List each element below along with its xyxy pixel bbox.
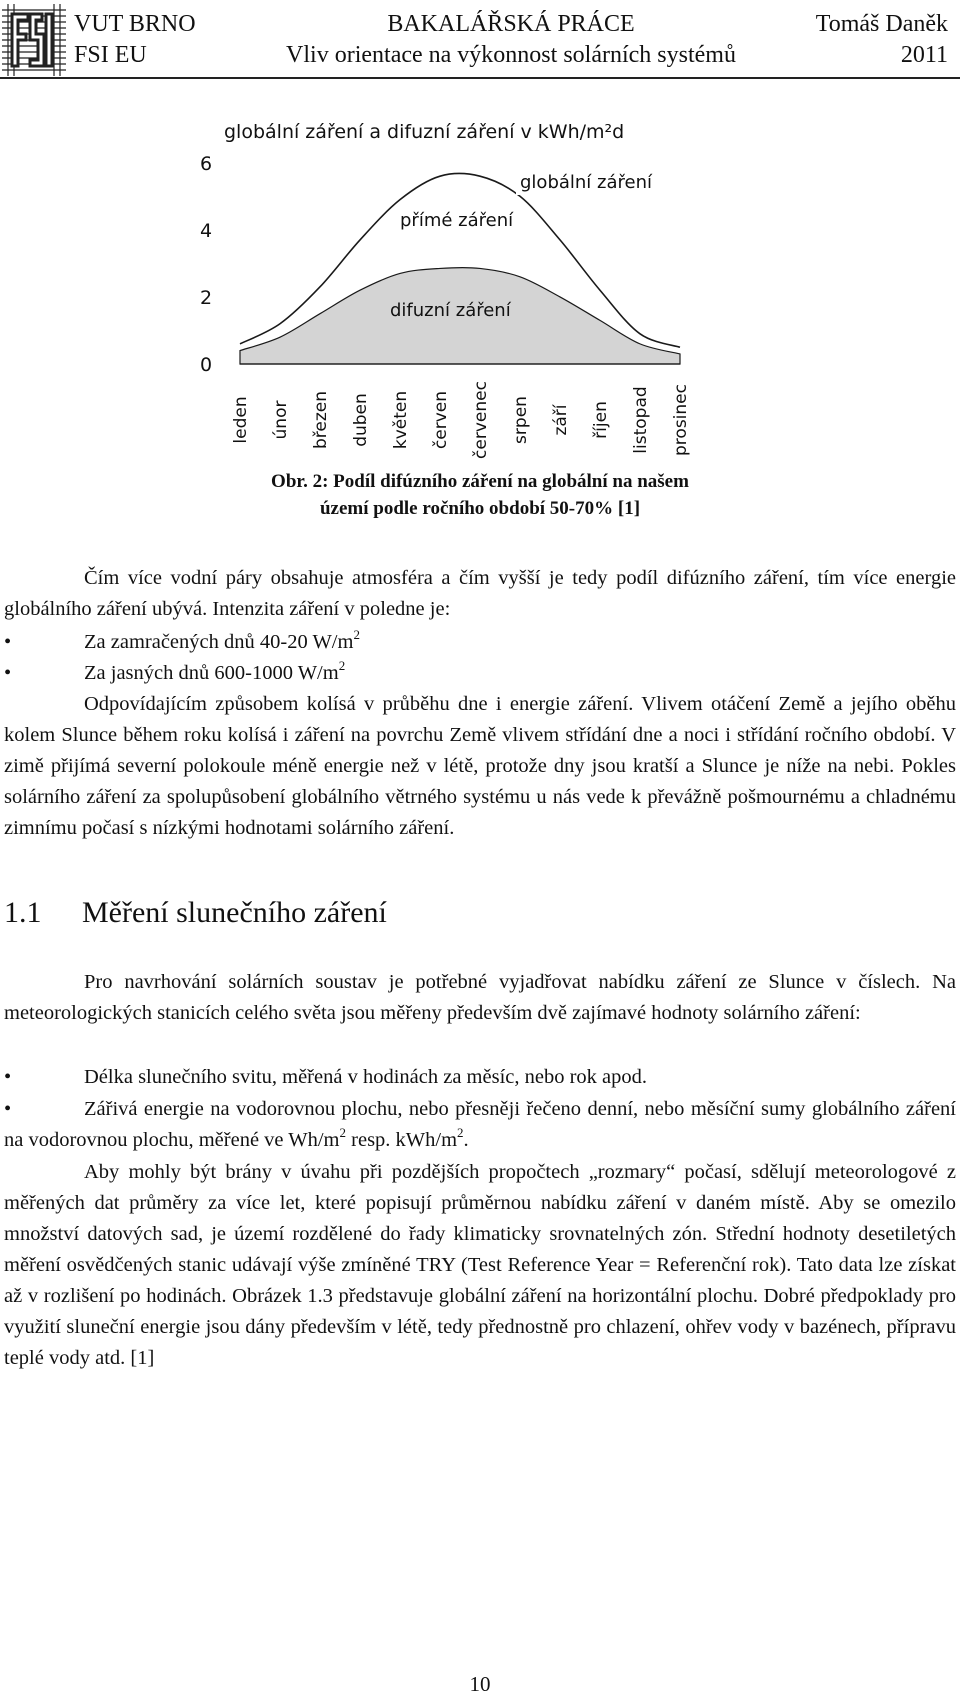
bullet-icon: • — [4, 1098, 12, 1120]
y-tick-label: 6 — [200, 152, 213, 175]
y-axis-ticks — [200, 153, 212, 376]
x-tick-label: leden — [231, 396, 251, 444]
x-tick-label: červenec — [471, 381, 491, 459]
radiation-chart — [200, 116, 750, 476]
y-tick-label: 4 — [200, 219, 213, 242]
chart-svg — [200, 116, 750, 476]
bullet-icon: • — [4, 1066, 12, 1088]
y-tick-label: 0 — [200, 354, 213, 376]
page-header — [0, 0, 960, 80]
section-title: Měření slunečního záření — [82, 896, 387, 929]
chart-annotation: přímé záření — [400, 210, 514, 231]
section-number: 1.1 — [4, 896, 42, 929]
paragraph-try: Aby mohly být brány v úvahu při pozdějších propočtech „rozmary“ počasí, sdělují meteorologové z měřených dat průměry za více let, které popisují průměrnou nabídku záření v daném místě. Aby se omezilo množství datových sad, je území rozdělené do řady klimaticky srovnatelných zón. Střední hodnoty desetiletých měření osvědčených stanic udávají výše zmíněné TRY (Test Reference Year = Referenční rok). Tato data lze získat až v rozlišení po hodinách. Obrázek 1.3 představuje globální záření na horizontální plochu. Dobré předpoklady pro využití sluneční energie jsou dány především v létě, tedy přednostně pro chlazení, ohřev vody v bazénech, přípravu teplé vody atd. [1] — [4, 1161, 956, 1369]
bullet-text-clear: Za jasných dnů 600-1000 W/m — [84, 662, 339, 684]
x-tick-label: květen — [391, 390, 411, 450]
x-tick-label: duben — [351, 393, 371, 447]
bullet-text-sunshine: Délka slunečního svitu, měřená v hodinách za měsíc, nebo rok apod. — [84, 1066, 648, 1088]
year: 2011 — [900, 42, 948, 68]
x-tick-label: listopad — [631, 386, 651, 454]
document-type: BAKALÁŘSKÁ PRÁCE — [387, 11, 635, 37]
faculty-name: FSI EU — [74, 42, 147, 68]
paragraph-variation: Odpovídajícím způsobem kolísá v průběhu dne i energie záření. Vlivem otáčení Země a jejího oběhu kolem Slunce během roku kolísá i záření na povrchu Země vlivem střídání dne a noci i střídání ročního období. V zimě přijímá severní polokoule méně energie než v létě, protože dny jsou kratší a Slunce je níže na nebi. Pokles solárního záření za spolupůsobení globálního větrného systému u nás vede k převážně pošmournému a chladnému zimnímu počasí s nízkými hodnotami solárního záření. — [4, 693, 956, 839]
chart-title: globální záření a difuzní záření v kWh/m²d — [224, 121, 625, 143]
header-divider — [0, 77, 960, 79]
chart-annotation: globální záření — [520, 172, 652, 193]
superscript: 2 — [353, 627, 360, 642]
section-heading — [4, 895, 387, 931]
paragraph-humidity: Čím více vodní páry obsahuje atmosféra a čím vyšší je tedy podíl difúzního záření, tím více energie globálního záření ubývá. Intenzita záření v poledne je: — [4, 567, 956, 620]
x-tick-label: prosinec — [671, 384, 691, 456]
caption-line-2: území podle ročního období 50-70% [1] — [319, 498, 641, 519]
superscript: 2 — [457, 1125, 464, 1140]
x-tick-label: září — [551, 404, 571, 436]
thesis-title: Vliv orientace na výkonnost solárních systémů — [286, 42, 736, 68]
x-tick-label: říjen — [591, 401, 611, 439]
figure-caption — [200, 468, 760, 522]
superscript: 2 — [339, 1125, 347, 1140]
chart-annotation: difuzní záření — [390, 300, 511, 321]
x-tick-label: březen — [311, 390, 331, 450]
x-axis-labels — [231, 381, 691, 459]
x-tick-label: červen — [431, 390, 451, 450]
bullet-icon: • — [4, 662, 12, 684]
x-tick-label: srpen — [511, 396, 531, 444]
x-tick-label: únor — [271, 400, 291, 440]
bullet-icon: • — [4, 631, 12, 653]
list-item: • Zářivá energie na vodorovnou plochu, nebo přesněji řečeno denní, nebo měsíční sumy globálního záření na vodorovnou plochu, měřené ve $Wh/m^2$ resp. kWh/$m^2$. — [4, 1094, 956, 1156]
bullet-text-energy: Zářivá energie na vodorovnou plochu, nebo přesněji řečeno denní, nebo měsíční sumy globálního záření na vodorovnou plochu, měřené ve Wh/m — [4, 1098, 956, 1151]
author-name: Tomáš Daněk — [815, 11, 948, 37]
y-tick-label: 2 — [200, 286, 213, 309]
paragraph-measurement: Pro navrhování solárních soustav je potřebné vyjadřovat nabídku záření ze Slunce v číslech. Na meteorologických stanicích celého světa jsou měřeny především dvě zajímavé hodnoty solárního záření: — [4, 971, 956, 1024]
fsi-logo-icon — [2, 4, 66, 76]
page-number: 10 — [469, 1672, 491, 1696]
bullet-text-cloudy: Za zamračených dnů 40-20 W/m — [84, 631, 354, 653]
chart-annotations — [386, 169, 671, 323]
caption-line-1: Obr. 2: Podíl difúzního záření na globální na našem — [271, 471, 689, 492]
university-name: VUT BRNO — [74, 11, 196, 37]
superscript: 2 — [338, 658, 346, 673]
